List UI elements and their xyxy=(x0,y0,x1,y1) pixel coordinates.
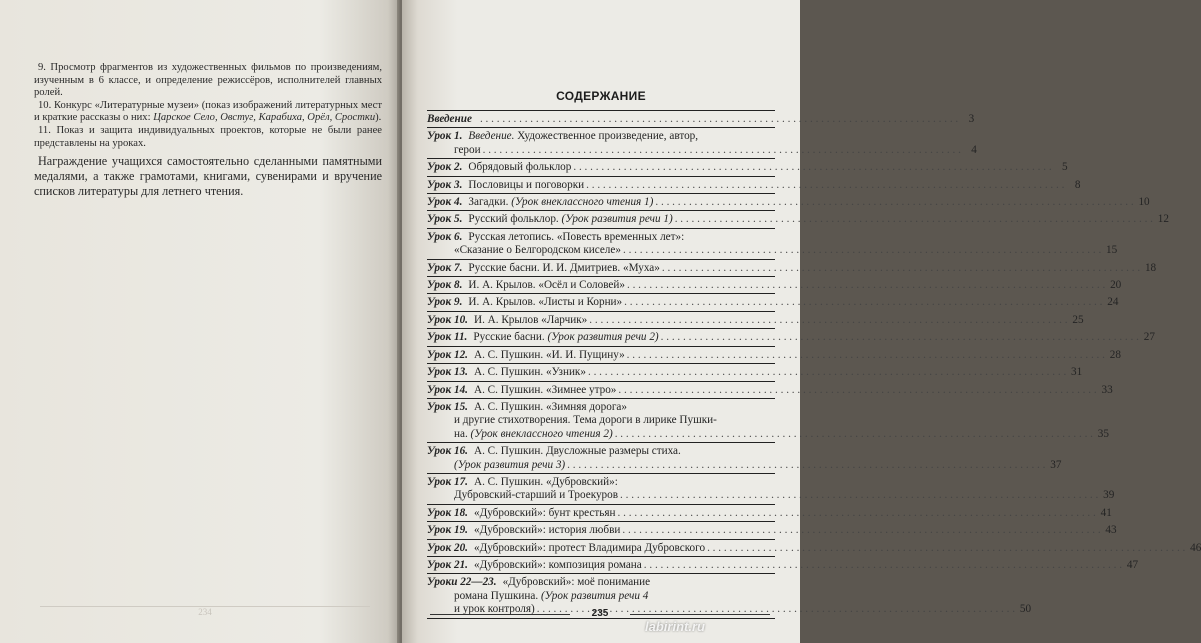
toc-entry-title xyxy=(454,414,717,427)
toc-leader-dots xyxy=(707,542,1185,555)
toc-entry-line xyxy=(427,489,1115,502)
toc-page-number: 43 xyxy=(1105,524,1117,537)
toc-entry-line xyxy=(427,178,1081,192)
toc-page-number: 8 xyxy=(1074,178,1081,191)
toc-entry-line xyxy=(427,244,1118,257)
toc-entry-label: Уроки 22—23. xyxy=(427,576,497,589)
toc-entry xyxy=(427,110,975,127)
toc-page-number: 4 xyxy=(971,143,977,156)
toc-entry-line xyxy=(427,506,1112,520)
toc-entry-line xyxy=(427,348,1121,362)
toc-entry-line xyxy=(427,383,1113,397)
toc-entry-line xyxy=(427,296,1119,309)
toc-page-number: 35 xyxy=(1097,427,1109,440)
toc-page-number: 27 xyxy=(1143,331,1155,344)
toc-entry-text: «Дубровский»: композиция романа xyxy=(473,558,642,571)
toc-entry-line xyxy=(427,143,977,157)
toc-entry-line xyxy=(427,458,1062,472)
toc-entry-title xyxy=(474,524,620,537)
toc-entry-line xyxy=(427,231,775,244)
toc-entry xyxy=(427,228,1118,259)
toc-entry-label: Урок 8. xyxy=(427,279,463,292)
toc-entry-text: Русская летопись. «Повесть временных лет»: xyxy=(468,230,685,243)
toc-page-number: 25 xyxy=(1072,313,1084,326)
toc-page-number: 10 xyxy=(1138,196,1150,209)
toc-entry-label: Урок 21. xyxy=(427,558,468,571)
toc-page-number: 39 xyxy=(1103,489,1115,502)
left-closing: Награждение учащихся самостоятельно сделанными памятными медалями, а также грамотами, книгами, сувенирами и вручение списков литературы для летнего чтения. xyxy=(34,154,382,199)
toc-entry-title xyxy=(474,314,587,327)
toc-entry-label: Урок 4. xyxy=(427,196,463,209)
toc-entry-text: на. xyxy=(454,427,471,440)
toc-entry-line xyxy=(427,590,775,603)
toc-entry-label: Урок 14. xyxy=(427,383,468,396)
toc-entry-title xyxy=(468,262,659,275)
toc-entry xyxy=(427,381,1113,398)
toc-entry-italic: (Урок развития речи 1) xyxy=(561,213,673,226)
toc-entry-text: «Дубровский»: протест Владимира Дубровского xyxy=(473,541,706,554)
toc-entry-text: Русские басни. xyxy=(473,331,548,344)
toc-entry-title xyxy=(474,445,681,458)
toc-entry-text: А. С. Пушкин. «Зимняя дорога» xyxy=(473,400,627,413)
toc-leader-dots xyxy=(588,366,1066,379)
toc-leader-dots xyxy=(655,196,1133,209)
toc-entry xyxy=(427,176,1081,193)
left-page xyxy=(0,0,400,643)
toc-entry-title xyxy=(474,384,616,397)
page-number: 235 xyxy=(591,608,609,619)
toc-entry xyxy=(427,473,1115,504)
toc-page-number: 20 xyxy=(1110,279,1122,292)
toc-entry-title xyxy=(468,213,672,226)
toc-page-number: 41 xyxy=(1100,506,1112,519)
toc-leader-dots xyxy=(573,161,1051,174)
left-page-text xyxy=(34,62,382,199)
toc-entry-title xyxy=(468,196,653,209)
toc-leader-dots xyxy=(589,314,1067,327)
toc-entry xyxy=(427,158,1068,175)
left-item-11: 11. Показ и защита индивидуальных проектов, которые не были ранее представлены на уроках. xyxy=(34,124,382,149)
toc-entry-label: Урок 16. xyxy=(427,445,468,458)
toc-page-number: 31 xyxy=(1071,366,1083,379)
toc-page-number: 46 xyxy=(1190,541,1201,554)
toc-entry-title xyxy=(474,349,625,362)
toc-entry-text: «Дубровский»: история любви xyxy=(473,524,621,537)
toc-entry-title xyxy=(503,576,651,589)
toc-entry-title xyxy=(468,161,571,174)
toc-entry xyxy=(427,328,1155,345)
toc-entry-title xyxy=(468,179,584,192)
toc-entry-text: Загадки. xyxy=(468,196,512,209)
toc-page-number: 15 xyxy=(1106,244,1118,257)
toc-entry-line xyxy=(427,476,775,489)
toc-entry xyxy=(427,127,977,158)
toc-entry-line xyxy=(427,213,1169,226)
toc-page-number: 5 xyxy=(1062,161,1068,174)
toc-entry-label: Урок 6. xyxy=(427,230,463,243)
page-footer xyxy=(430,608,770,622)
left-item-10-places: Царское Село, Овстуг, Карабиха, Орёл, Сростки xyxy=(153,112,376,124)
toc-leader-dots xyxy=(624,296,1102,309)
toc-entry-text: и урок контроля) xyxy=(454,603,535,616)
toc-entry-line xyxy=(427,279,1122,292)
toc-page-number: 3 xyxy=(968,113,975,125)
toc-entry xyxy=(427,276,1122,293)
toc-entry-text: «Сказание о Белгородском киселе» xyxy=(454,244,621,257)
toc-entry-text: Дубровский-старший и Троекуров xyxy=(454,489,619,502)
toc-entry xyxy=(427,210,1169,227)
toc-entry-label: Урок 18. xyxy=(427,506,468,519)
toc-entry-text: А. С. Пушкин. «Зимнее утро» xyxy=(473,383,617,396)
toc-page-number: 37 xyxy=(1050,458,1062,471)
toc-page-number: 28 xyxy=(1109,348,1121,361)
toc-leader-dots xyxy=(620,489,1098,502)
toc-entry-line xyxy=(427,524,1117,537)
toc-entry-label: Урок 2. xyxy=(427,161,463,174)
toc-leader-dots xyxy=(661,331,1139,344)
toc-entry-line xyxy=(427,445,775,458)
toc-entry xyxy=(427,193,1150,210)
toc-entry-label: Урок 13. xyxy=(427,366,468,379)
toc-entry-text: Русский фольклор. xyxy=(468,213,562,226)
toc-entry-line xyxy=(427,427,1109,441)
left-item-10 xyxy=(34,100,382,125)
toc-leader-dots xyxy=(622,524,1100,537)
toc-entry xyxy=(427,442,1062,473)
toc-leader-dots xyxy=(627,349,1105,362)
toc-entry-label: Урок 20. xyxy=(427,541,468,554)
left-page-number: 234 xyxy=(198,607,212,617)
toc-leader-dots xyxy=(618,507,1096,520)
toc-entry xyxy=(427,521,1117,538)
toc-entry-line xyxy=(427,366,1083,379)
toc-page-number: 50 xyxy=(1019,603,1032,616)
toc-page-number: 24 xyxy=(1107,296,1119,309)
toc-entry xyxy=(427,293,1119,310)
toc-entry-title xyxy=(474,507,616,520)
toc-entry-line xyxy=(427,331,1155,344)
toc-entry-label: Урок 1. xyxy=(427,130,463,143)
toc-entry-line xyxy=(427,541,1201,555)
left-item-10-text: 10. Конкурс «Литературные музеи» (показ изображений литературных мест и краткие рассказы о них: xyxy=(34,99,382,124)
toc-page-number: 12 xyxy=(1157,213,1169,226)
toc-entry-title xyxy=(454,244,621,257)
toc-entry-label: Урок 19. xyxy=(427,524,468,537)
toc-entry-text: Обрядовый фольклор xyxy=(468,161,572,174)
toc-leader-dots xyxy=(644,559,1122,572)
toc-entry-text: И. А. Крылов. «Осёл и Соловей» xyxy=(468,279,625,292)
toc-entry-text: И. А. Крылов «Ларчик» xyxy=(473,313,588,326)
left-page-footer xyxy=(40,606,370,617)
toc-entry-italic: (Урок внеклассного чтения 1) xyxy=(511,196,654,209)
toc-entry-line xyxy=(427,113,975,126)
toc-entry-line xyxy=(427,130,775,143)
toc-entry-line xyxy=(427,161,1068,174)
toc-entry-italic: (Урок развития речи 3) xyxy=(454,458,566,471)
toc-entry-line xyxy=(427,196,1150,209)
toc-entry-line xyxy=(427,414,775,427)
toc-entry-italic: (Урок развития речи 2) xyxy=(547,331,659,344)
toc-page-number: 47 xyxy=(1126,558,1139,571)
toc-entry-title xyxy=(474,401,627,414)
toc-entry-text: А. С. Пушкин. «Дубровский»: xyxy=(473,475,618,488)
toc-entry xyxy=(427,363,1083,380)
toc-entry-title xyxy=(468,296,622,309)
toc-entry xyxy=(427,311,1084,328)
left-item-10-end: ). xyxy=(375,112,382,124)
toc-leader-dots xyxy=(623,244,1101,257)
toc-entry-label: Урок 10. xyxy=(427,313,468,326)
toc-entry-label: Урок 11. xyxy=(427,331,468,344)
toc-entry-title xyxy=(473,331,658,344)
toc-entry-italic: Введение. xyxy=(468,130,515,143)
toc-entry-line xyxy=(427,401,775,414)
toc-entry-title xyxy=(474,559,642,572)
toc-leader-dots xyxy=(567,459,1045,472)
toc-leader-dots xyxy=(662,262,1140,275)
toc-entry-label: Урок 12. xyxy=(427,348,468,361)
toc-entry-italic: (Урок внеклассного чтения 2) xyxy=(470,427,613,440)
toc-entry-text: Пословицы и поговорки xyxy=(468,178,585,191)
toc-page-number: 33 xyxy=(1101,383,1113,396)
toc-entry-label: Урок 9. xyxy=(427,296,463,309)
toc-entry xyxy=(427,504,1112,521)
toc-entry-text: «Дубровский»: моё понимание xyxy=(502,576,651,589)
toc-leader-dots xyxy=(615,428,1093,441)
toc-entry-title xyxy=(468,279,625,292)
toc-entry-text: «Дубровский»: бунт крестьян xyxy=(473,506,616,519)
table-of-contents xyxy=(427,89,1201,619)
toc-entry-title xyxy=(454,489,618,502)
toc-entry xyxy=(427,556,1139,573)
toc-entry xyxy=(427,398,1109,442)
toc-entry-title xyxy=(474,366,586,379)
toc-entry-italic: (Урок развития речи 4 xyxy=(540,589,649,602)
toc-entry-text: романа Пушкина. xyxy=(454,589,541,602)
toc-page-number: 18 xyxy=(1144,261,1157,274)
toc-leader-dots xyxy=(675,213,1153,226)
toc-leader-dots xyxy=(618,384,1096,397)
toc-entry-text: Художественное произведение, автор, xyxy=(514,130,699,143)
toc-entry-line xyxy=(427,558,1139,572)
toc-entry-title xyxy=(468,130,698,143)
toc-entry-text: А. С. Пушкин. «И. И. Пущину» xyxy=(473,348,625,361)
toc-entry-label: Урок 15. xyxy=(427,400,468,413)
toc-entry-line xyxy=(427,261,1157,275)
toc-entry-text: и другие стихотворения. Тема дороги в лирике Пушки- xyxy=(454,414,717,427)
toc-leader-dots xyxy=(627,279,1105,292)
toc-leader-dots xyxy=(480,113,958,126)
toc-entry-text: А. С. Пушкин. «Узник» xyxy=(473,366,586,379)
toc-entry-label: Урок 17. xyxy=(427,475,468,488)
toc-entry-title xyxy=(468,231,684,244)
toc-entry xyxy=(427,259,1157,276)
toc-entry-label: Введение xyxy=(427,113,472,125)
toc-leader-dots xyxy=(586,179,1064,192)
toc-entry-title xyxy=(454,428,613,441)
toc-entry-label: Урок 7. xyxy=(427,261,463,274)
toc-entries xyxy=(427,110,1201,619)
toc-entry-line xyxy=(427,313,1084,327)
toc-entry xyxy=(427,539,1201,556)
toc-entry-text: Русские басни. И. И. Дмитриев. «Муха» xyxy=(468,261,660,274)
toc-title: СОДЕРЖАНИЕ xyxy=(556,89,646,103)
toc-entry-text: А. С. Пушкин. Двусложные размеры стиха. xyxy=(473,445,681,458)
toc-entry-text: герои xyxy=(454,143,481,156)
toc-entry-label: Урок 5. xyxy=(427,213,463,226)
toc-entry-title xyxy=(474,476,618,489)
left-item-9: 9. Просмотр фрагментов из художественных фильмов по произведениям, изученным в 6 классе, и определение режиссёров, исполнителей главных ролей. xyxy=(34,62,382,99)
toc-leader-dots xyxy=(483,144,961,157)
toc-entry-title xyxy=(454,459,565,472)
toc-entry xyxy=(427,346,1121,363)
toc-entry-title xyxy=(454,144,481,157)
toc-entry-title xyxy=(454,590,648,603)
toc-entry-title xyxy=(474,542,705,555)
toc-entry-line xyxy=(427,576,775,589)
toc-entry-label: Урок 3. xyxy=(427,178,463,191)
watermark-logo: labirint.ru xyxy=(645,619,705,634)
toc-entry-text: И. А. Крылов. «Листы и Корни» xyxy=(468,296,623,309)
